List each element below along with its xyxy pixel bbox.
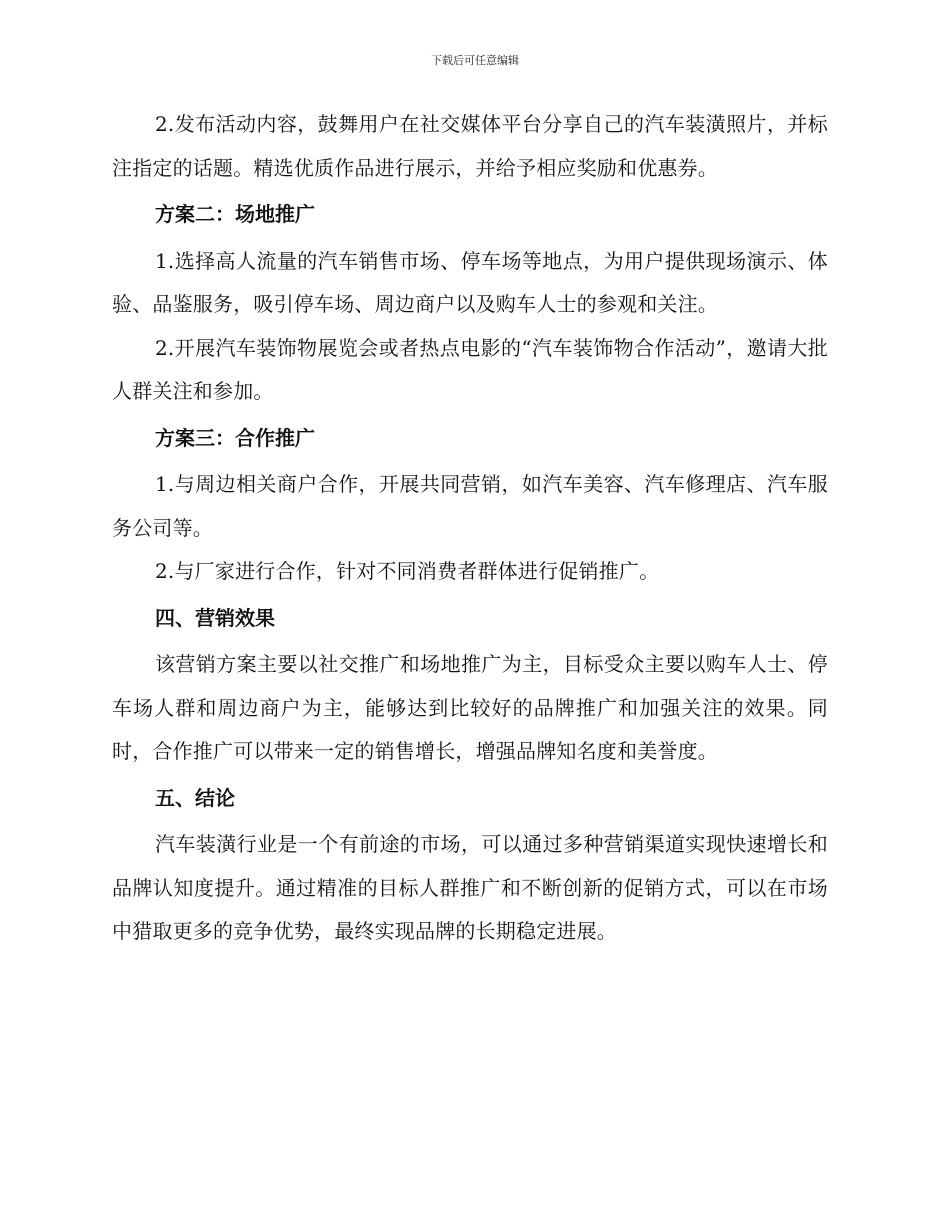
paragraph-social-share: 2.发布活动内容，鼓舞用户在社交媒体平台分享自己的汽车装潢照片，并标注指定的话题。精选优质作品进行展示，并给予相应奖励和优惠券。 bbox=[112, 112, 828, 180]
paragraph-manufacturer-cooperation: 2.与厂家进行合作，针对不同消费者群体进行促销推广。 bbox=[155, 559, 660, 583]
heading-plan-three: 方案三：合作推广 bbox=[155, 425, 315, 450]
document-body bbox=[112, 103, 828, 954]
heading-conclusion: 五、结论 bbox=[155, 785, 235, 810]
paragraph-effect: 该营销方案主要以社交推广和场地推广为主，目标受众主要以购车人士、停车场人群和周边商户为主，能够达到比较好的品牌推广和加强关注的效果。同时，合作推广可以带来一定的销售增长，增强品牌知名度和美誉度。 bbox=[112, 652, 828, 763]
paragraph-conclusion: 汽车装潢行业是一个有前途的市场，可以通过多种营销渠道实现快速增长和品牌认知度提升。通过精准的目标人群推广和不断创新的促销方式，可以在市场中猎取更多的竞争优势，最终实现品牌的长期稳定进展。 bbox=[112, 832, 828, 943]
heading-plan-two: 方案二：场地推广 bbox=[155, 202, 315, 226]
heading-marketing-effect: 四、营销效果 bbox=[155, 605, 275, 630]
page-header: 下载后可任意编辑 bbox=[431, 54, 519, 67]
paragraph-merchant-cooperation: 1.与周边相关商户合作，开展共同营销，如汽车美容、汽车修理店、汽车服务公司等。 bbox=[112, 472, 828, 540]
paragraph-venue-demo: 1.选择高人流量的汽车销售市场、停车场等地点，为用户提供现场演示、体验、品鉴服务，吸引停车场、周边商户以及购车人士的参观和关注。 bbox=[112, 248, 828, 316]
paragraph-exhibition: 2.开展汽车装饰物展览会或者热点电影的“汽车装饰物合作活动”，邀请大批人群关注和参加。 bbox=[112, 335, 828, 403]
